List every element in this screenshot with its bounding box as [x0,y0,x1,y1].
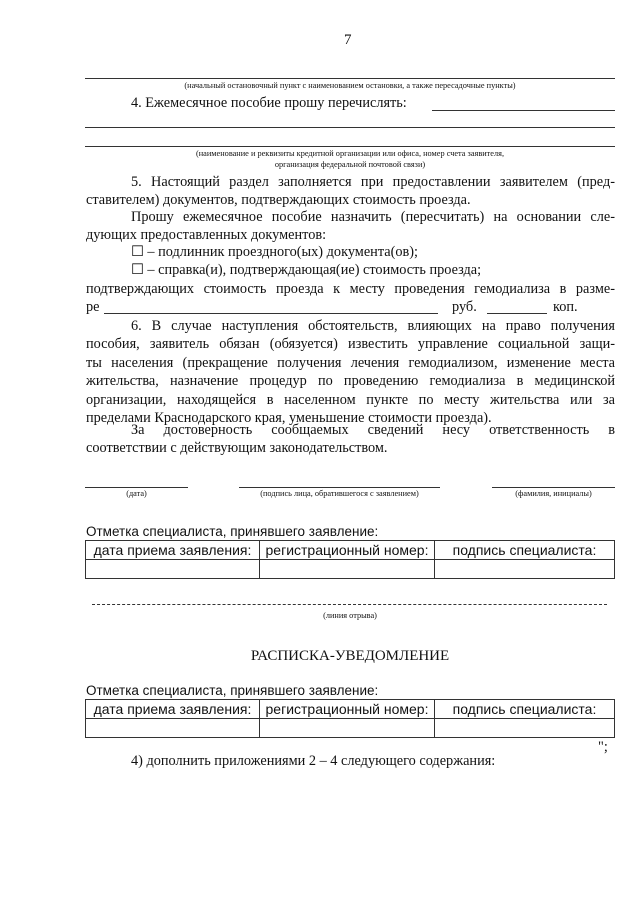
header-reg-number: регистрационный номер: [260,541,435,560]
request-line: Прошу ежемесячное пособие назначить (пересчитать) на основании сле- [131,209,615,225]
item-6-line: ты населения (прекращение получения лечения гемодиализом, изменение места [86,355,615,371]
header-signature: подпись специалиста: [435,700,615,719]
caption-stop: (начальный остановочный пункт с наименованием остановки, а также пересадочные пункты) [184,81,516,90]
specialist-table [85,540,615,579]
amount-rub-label: руб. [452,299,477,315]
caption-bank-1: (наименование и реквизиты кредитной организации или офиса, номер счета заявителя, [195,149,505,158]
cell-date[interactable] [86,719,260,738]
checkbox-cost-certificate[interactable]: ☐ – справка(и), подтверждающая(ие) стоимость проезда; [131,262,482,278]
name-line[interactable] [492,487,615,488]
date-line[interactable] [85,487,188,488]
item-6-line: пособия, заявитель обязан (обязуется) известить управление социальной защи- [86,336,615,352]
receipt-specialist-table [85,699,615,738]
caption-bank-2: организация федеральной почтовой связи) [274,160,426,169]
field-line [85,78,615,79]
header-reg-number: регистрационный номер: [260,700,435,719]
cell-reg-number[interactable] [260,560,435,579]
cell-reg-number[interactable] [260,719,435,738]
caption-date: (дата) [126,489,147,498]
item-supplement: 4) дополнить приложениями 2 – 4 следующего содержания: [131,753,496,769]
item-5-line: 5. Настоящий раздел заполняется при предоставлении заявителем (пред- [131,174,615,190]
checkbox-original-ticket[interactable]: ☐ – подлинник проездного(ых) документа(ов); [131,244,418,260]
request-line: дующих предоставленных документов: [86,227,327,243]
amount-kop-label: коп. [553,299,578,315]
header-date: дата приема заявления: [86,700,260,719]
confirm-line: подтверждающих стоимость проезда к месту проведения гемодиализа в разме- [86,281,615,297]
cell-signature[interactable] [435,719,615,738]
signature-line[interactable] [239,487,440,488]
amount-prefix: ре [86,299,100,315]
cell-signature[interactable] [435,560,615,579]
amount-rub-field[interactable] [104,313,438,314]
cell-date[interactable] [86,560,260,579]
receipt-title: РАСПИСКА-УВЕДОМЛЕНИЕ [250,648,450,664]
item-6-line: пределами Краснодарского края, уменьшение стоимости проезда). [86,410,492,426]
liability-line: соответствии с действующим законодательством. [86,440,388,456]
field-line [432,110,615,111]
item-4: 4. Ежемесячное пособие прошу перечислять: [131,95,407,111]
caption-tear-line: (линия отрыва) [323,611,377,620]
header-date: дата приема заявления: [86,541,260,560]
amount-kop-field[interactable] [487,313,547,314]
item-6-line: жительства, назначение процедур по проведению гемодиализа в медицинской [86,373,615,389]
item-6-line: 6. В случае наступления обстоятельств, влияющих на право получения [131,318,615,334]
tear-line [92,604,607,605]
specialist-mark-label: Отметка специалиста, принявшего заявление: [86,683,379,698]
specialist-mark-label: Отметка специалиста, принявшего заявление: [86,524,379,539]
field-line [85,127,615,128]
item-5-line: ставителем) документов, подтверждающих стоимость проезда. [86,192,471,208]
field-line [85,146,615,147]
caption-name: (фамилия, инициалы) [515,489,592,498]
liability-line: За достоверность сообщаемых сведений несу ответственность в [131,422,615,438]
item-6-line: организации, находящейся в населенном пункте по месту жительства или за [86,392,615,408]
caption-signature: (подпись лица, обратившегося с заявлением) [260,489,419,498]
header-signature: подпись специалиста: [435,541,615,560]
page-number: 7 [344,32,352,48]
closing-quote: "; [598,739,608,755]
